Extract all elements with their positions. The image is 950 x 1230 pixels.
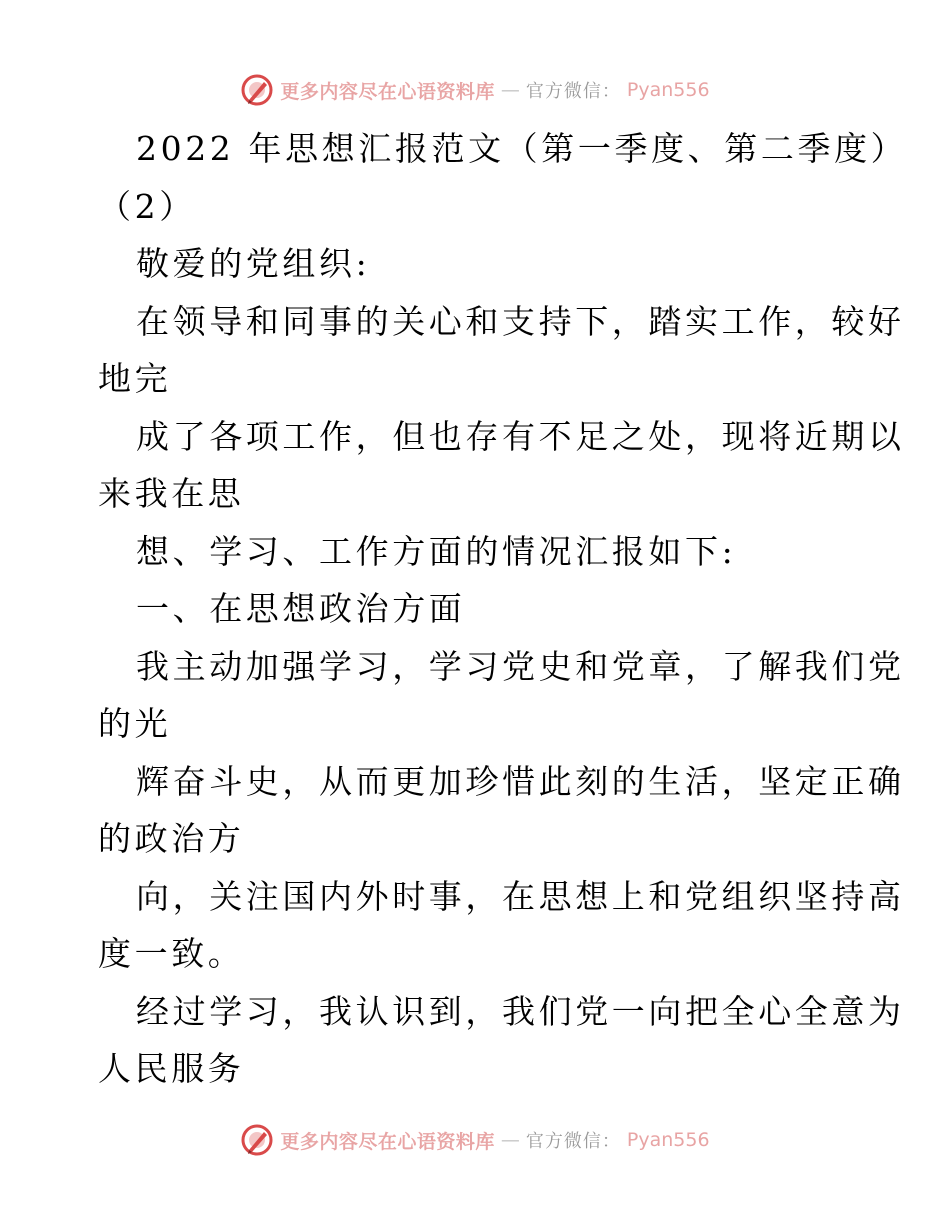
document-line: 的政治方: [98, 819, 245, 858]
document-line: 度一致。: [98, 934, 245, 973]
document-line: 经过学习，我认识到，我们党一向把全心全意为: [136, 991, 905, 1031]
bottom-watermark-banner: [0, 1120, 950, 1160]
banner-official-label: 官方微信：: [525, 81, 621, 102]
top-watermark-banner: [0, 70, 950, 110]
banner-content: [240, 1123, 709, 1157]
banner-official-label: 官方微信：: [525, 1131, 621, 1152]
document-line: 向，关注国内外时事，在思想上和党组织坚持高: [136, 876, 905, 916]
banner-brand-text: 更多内容尽在心语资料库: [280, 1130, 495, 1153]
document-line: 的光: [98, 704, 172, 743]
document-line: 敬爱的党组织:: [136, 244, 371, 283]
document-line: 我主动加强学习，学习党史和党章，了解我们党: [136, 646, 905, 686]
document-line: 来我在思: [98, 474, 245, 513]
document-line: 在领导和同事的关心和支持下，踏实工作，较好: [136, 301, 905, 341]
document-line: 辉奋斗史，从而更加珍惜此刻的生活，坚定正确: [136, 761, 905, 801]
document-line: 人民服务: [98, 1049, 245, 1088]
document-line: （2）: [98, 186, 196, 226]
pen-circle-logo-icon: [240, 73, 274, 107]
banner-separator: —: [500, 1129, 520, 1151]
banner-brand-text: 更多内容尽在心语资料库: [280, 80, 495, 103]
document-line: 成了各项工作，但也存有不足之处，现将近期以: [136, 416, 905, 456]
banner-wechat-id: Pyan556: [626, 79, 710, 101]
document-line: 2022 年思想汇报范文（第一季度、第二季度）: [136, 129, 908, 168]
banner-wechat-id: Pyan556: [626, 1129, 710, 1151]
document-line: 一、在思想政治方面: [136, 589, 466, 628]
document-body: [98, 120, 908, 1098]
pen-circle-logo-icon: [240, 1123, 274, 1157]
banner-content: [240, 73, 709, 107]
document-line: 地完: [98, 359, 172, 398]
banner-separator: —: [500, 79, 520, 101]
document-line: 想、学习、工作方面的情况汇报如下:: [136, 531, 737, 571]
